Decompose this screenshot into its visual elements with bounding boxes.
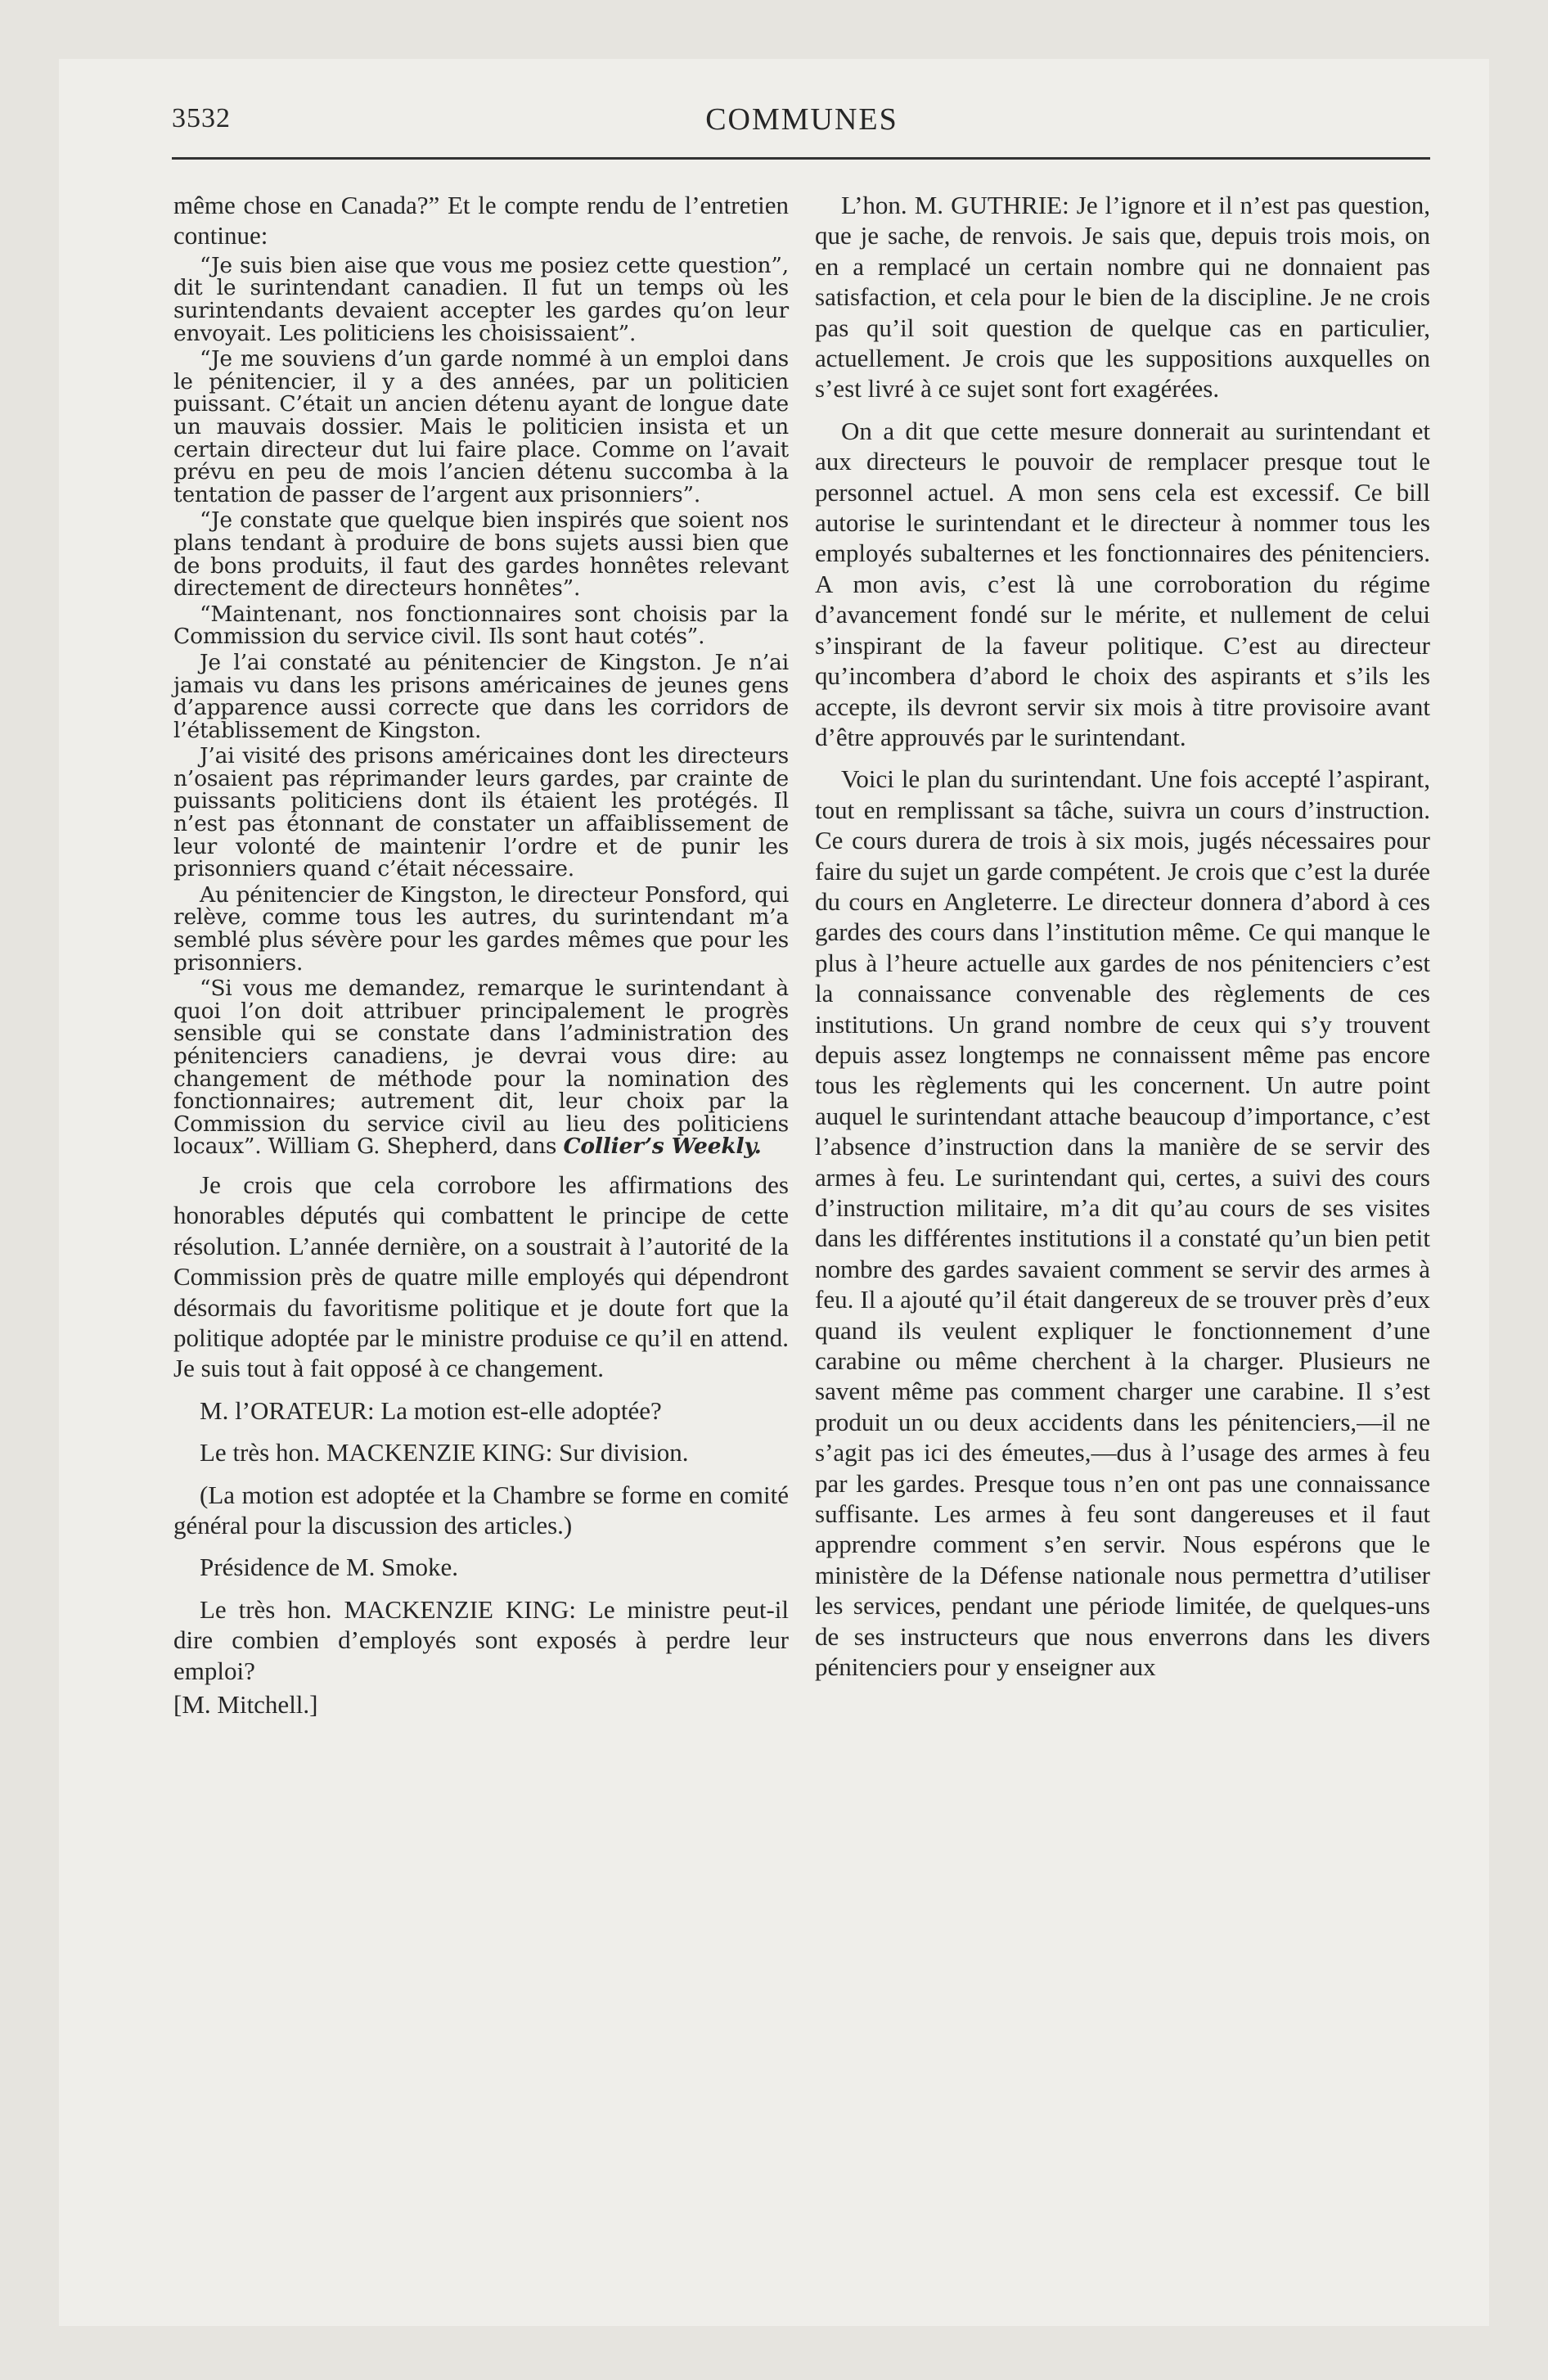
publication-title: Collier’s Weekly. [563,1134,762,1160]
paragraph-text: L’hon. M. GUTHRIE: Je l’ignore et il n’est pas question, que je sache, de renvois. Je sais que, depuis trois mois, on en a remplacé un certain nombre qui ne donnaient pas satisfaction, et cela pour le bien de la discipline. Je ne crois pas qu’il soit question de quelque cas en particulier, actuellement. Je crois que les suppositions auxquelles on s’est livré à ce sujet sont fort exagérées. [815,191,1430,403]
paragraph-text: Le très hon. MACKENZIE KING: Le ministre peut-il dire combien d’employés sont exposés à perdre leur emploi? [173,1594,789,1685]
paragraph [173,1552,789,1582]
paragraph-text: “Je constate que quelque bien inspirés que soient nos plans tendant à produire de bons sujets aussi bien que de bons produits, il faut des gardes honnêtes relevant directement de directeurs honnêtes”. [173,507,789,602]
paragraph [815,190,1430,404]
right-column [815,190,1430,1683]
paragraph-text: M. l’ORATEUR: La motion est-elle adoptée? [200,1395,662,1425]
paragraph-text: “Maintenant, nos fonctionnaires sont choisis par la Commission du service civil. Ils sont haut cotés”. [173,601,789,650]
quoted-paragraph [173,348,789,506]
paragraph-text: “Si vous me demandez, remarque le surintendant à quoi l’on doit attribuer principalement le progrès sensible qui se constate dans l’administration des pénitenciers canadiens, je devrai vous dire: au changement de méthode pour la nomination des fonctionnaires; autrement dit, leur choix par la Commission du service civil au lieu des politiciens locaux”. William G. Shepherd, dans [173,976,789,1160]
page-number: 3532 [172,103,231,133]
paragraph [173,190,789,251]
paragraph-text: “Je suis bien aise que vous me posiez cette question”, dit le surintendant canadien. Il fut un temps où les surintendants devaient accepter les gardes qu’on leur envoyait. Les politiciens les choisissaient”. [173,252,789,346]
paragraph [173,1395,789,1426]
quoted-paragraph [173,881,789,976]
paragraph [815,416,1430,752]
paragraph-text: On a dit que cette mesure donnerait au surintendant et aux directeurs le pouvoir de remplacer presque tout le personnel actuel. A mon sens cela est excessif. Ce bill autorise le surintendant et le directeur à nommer tous les employés subalternes et les fonctionnaires des pénitenciers. A mon avis, c’est là une corroboration du régime d’avancement fondé sur le mérite, et nullement de celui s’inspirant de la faveur politique. C’est au directeur qu’incombera d’abord le choix des aspirants et s’ils les accepte, ils devront servir six mois à titre provisoire avant d’être approuvés par le surintendant. [815,416,1430,751]
paragraph-text: Je l’ai constaté au pénitencier de Kingston. Je n’ai jamais vu dans les prisons américaines de jeunes gens d’apparence aussi correcte que dans les corridors de l’établissement de Kingston. [173,649,789,743]
paragraph [173,1689,789,1720]
left-column [173,190,789,1720]
paragraph-text: J’ai visité des prisons américaines dont les directeurs n’osaient pas réprimander leurs gardes, par crainte de puissants politiciens dont ils étaient les protégés. Il n’est pas étonnant de constater un affaiblissement de leur volonté de maintenir l’ordre et de punir les prisonniers quand c’était nécessaire. [173,743,789,882]
running-head: COMMUNES [705,102,898,137]
quoted-paragraph [173,651,789,741]
paragraph-text: (La motion est adoptée et la Chambre se forme en comité général pour la discussion des articles.) [173,1480,789,1540]
paragraph-text: Le très hon. MACKENZIE KING: Sur division. [200,1438,689,1467]
page-header [172,97,1432,146]
quoted-paragraph [173,252,789,346]
paragraph-text: [M. Mitchell.] [173,1690,318,1720]
paragraph-text: “Je me souviens d’un garde nommé à un emploi dans le pénitencier, il y a des années, par un politicien puissant. C’était un ancien détenu ayant de longue date un mauvais dossier. Mais le politicien insista et un certain directeur dut lui faire place. Comme on l’avait prévu en peu de mois l’ancien détenu succomba à la tentation de passer de l’argent aux prisonniers”. [173,346,789,507]
quoted-paragraph [173,603,789,648]
quoted-paragraph [173,745,789,881]
paragraph [173,1437,789,1467]
paragraph [815,764,1430,1682]
paragraph [173,1480,789,1541]
paragraph-text: Au pénitencier de Kingston, le directeur Ponsford, qui relève, comme tous les autres, du surintendant m’a semblé plus sévère pour les gardes mêmes que pour les prisonniers. [173,881,789,976]
paragraph-text: même chose en Canada?” Et le compte rendu de l’entretien continue: [173,191,789,250]
paragraph [173,1170,789,1384]
paragraph [173,1594,789,1686]
paragraph-text: Voici le plan du surintendant. Une fois accepté l’aspirant, tout en remplissant sa tâche, suivra un cours d’instruction. Ce cours durera de trois à six mois, jugés nécessaires pour faire du sujet un garde compétent. Je crois que c’est la durée du cours en Angleterre. Le directeur donnera d’abord à ces gardes des cours dans l’institution même. Ce qui manque le plus à l’heure actuelle aux gardes de nos pénitenciers c’est la connaissance convenable des règlements de ces institutions. Un grand nombre de ceux qui s’y trouvent depuis assez longtemps ne connaissent même pas encore tous les règlements qui les concernent. Un autre point auquel le surintendant attache beaucoup d’importance, c’est l’absence d’instruction dans la manière de se servir des armes à feu. Le surintendant qui, certes, a suivi des cours d’instruction militaire, m’a dit qu’au cours de ses visites dans les différentes institutions il a constaté qu’un bien petit nombre des gardes savaient comment se servir des armes à feu. Il a ajouté qu’il était dangereux de se trouver près d’eux quand ils veulent expliquer le fonctionnement d’une carabine ou même cherchent à la charger. Plusieurs ne savent même pas comment charger une carabine. Il s’est produit un ou deux accidents dans les pénitenciers,—il ne s’agit pas ici des émeutes,—dus à l’usage des armes à feu par les gardes. Presque tous n’en ont pas une connaissance suffisante. Les armes à feu sont dangereuses et il faut apprendre comment s’en servir. Nous espérons que le ministère de la Défense nationale nous permettra d’utiliser les services, pendant une période limitée, de quelques-uns de ses instructeurs que nous enverrons dans les divers pénitenciers pour y enseigner aux [815,764,1430,1682]
paragraph-text: Je crois que cela corrobore les affirmations des honorables députés qui combattent le principe de cette résolution. L’année dernière, on a soustrait à l’autorité de la Commission près de quatre mille employés qui dépendront désormais du favoritisme politique et je doute fort que la politique adoptée par le ministre produise ce qu’il en attend. Je suis tout à fait opposé à ce changement. [173,1170,789,1383]
paragraph-text: Présidence de M. Smoke. [200,1553,458,1582]
quoted-paragraph [173,507,789,602]
quoted-paragraph [173,977,789,1158]
header-rule [172,157,1430,160]
